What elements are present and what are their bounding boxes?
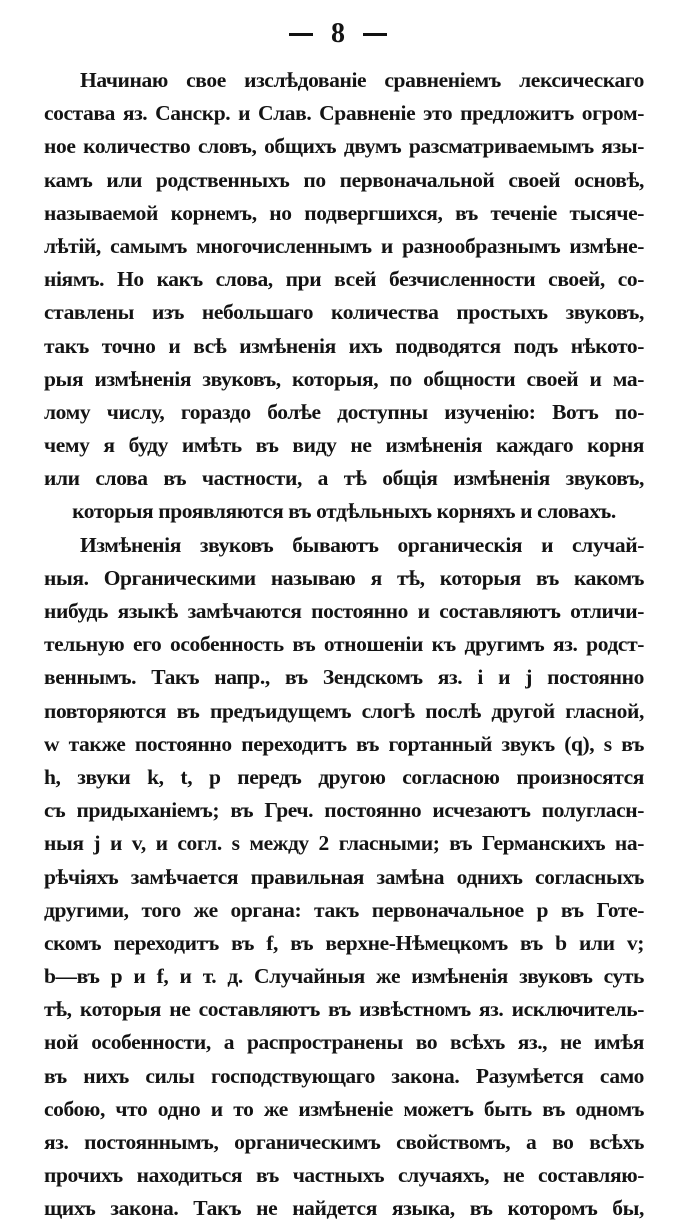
text-line: или слова въ частности, а тѣ общія измѣненія звуковъ,	[44, 466, 644, 491]
text-line: b—въ p и f, и т. д. Случайныя же измѣненія звуковъ суть	[44, 964, 644, 989]
page-number: 8	[331, 18, 345, 49]
text-line: прочихъ находиться въ частныхъ случаяхъ, не составляю-	[44, 1163, 644, 1188]
text-line: ныя. Органическими называю я тѣ, которыя въ какомъ	[44, 565, 644, 590]
text-line: повторяются въ предъидущемъ слогѣ послѣ другой гласной,	[44, 698, 644, 723]
text-line: ставлены изъ небольшаго количества простыхъ звуковъ,	[44, 300, 644, 325]
text-line: Начинаю свое изслѣдованіе сравненіемъ лексическаго	[80, 68, 644, 92]
text-line: w также постоянно переходитъ въ гортанный звукъ (q), s въ	[44, 731, 644, 756]
text-line: которыя проявляются въ отдѣльныхъ корняхъ и словахъ.	[72, 499, 616, 524]
text-line: яз. постояннымъ, органическимъ свойствомъ, а во всѣхъ	[44, 1130, 644, 1154]
text-line: ныя j и v, и согл. s между 2 гласными; въ Германскихъ на-	[44, 831, 644, 856]
text-line: нибудь языкѣ замѣчаются постоянно и составляютъ отличи-	[44, 599, 644, 623]
text-line: h, звуки k, t, p передъ другою согласною произносятся	[44, 764, 644, 789]
text-line: рыя измѣненія звуковъ, которыя, по общности своей и ма-	[44, 366, 644, 391]
text-line: рѣчіяхъ замѣчается правильная замѣна однихъ согласныхъ	[44, 864, 644, 889]
text-line: Измѣненія звуковъ бываютъ органическія и случай-	[80, 532, 644, 557]
text-line: ное количество словъ, общихъ двумъ разсматриваемымъ язы-	[44, 134, 644, 159]
text-line: тѣ, которыя не составляютъ въ извѣстномъ яз. исключитель-	[44, 997, 644, 1022]
text-line: называемой корнемъ, но подвергшихся, въ теченіе тысяче-	[44, 200, 644, 225]
header-right-dash	[363, 33, 387, 36]
header-left-dash	[289, 33, 313, 36]
page-header	[0, 14, 676, 54]
text-line: щихъ закона. Такъ не найдется языка, въ которомъ бы,	[44, 1196, 644, 1221]
body-text	[44, 64, 644, 1226]
text-line: состава яз. Санскр. и Слав. Сравненіе это предложитъ огром-	[44, 101, 644, 126]
text-line: съ придыханіемъ; въ Греч. постоянно исчезаютъ полугласн-	[44, 798, 644, 823]
text-line: ніямъ. Но какъ слова, при всей безчисленности своей, со-	[44, 267, 644, 292]
text-line: скомъ переходитъ въ f, въ верхне-Нѣмецкомъ въ b или v;	[44, 930, 644, 955]
text-line: чему я буду имѣть въ виду не измѣненія каждаго корня	[44, 433, 644, 458]
text-line: такъ точно и всѣ измѣненія ихъ подводятся подъ нѣкото-	[44, 333, 644, 358]
text-line: ной особенности, а распространены во всѣхъ яз., не имѣя	[44, 1030, 644, 1055]
text-line: веннымъ. Такъ напр., въ Зендскомъ яз. i и j постоянно	[44, 665, 644, 690]
text-line: собою, что одно и то же измѣненіе можетъ быть въ одномъ	[44, 1096, 644, 1121]
text-line: тельную его особенность въ отношеніи къ другимъ яз. родст-	[44, 632, 644, 657]
text-line: въ нихъ силы господствующаго закона. Разумѣется само	[44, 1063, 644, 1088]
text-line: лому числу, гораздо болѣе доступны изученію: Вотъ по-	[44, 399, 644, 424]
text-line: лѣтій, самымъ многочисленнымъ и разнообразнымъ измѣне-	[44, 233, 644, 258]
text-line: другими, того же органа: такъ первоначальное p въ Готе-	[44, 897, 644, 922]
text-line: камъ или родственныхъ по первоначальной своей основѣ,	[44, 167, 644, 192]
